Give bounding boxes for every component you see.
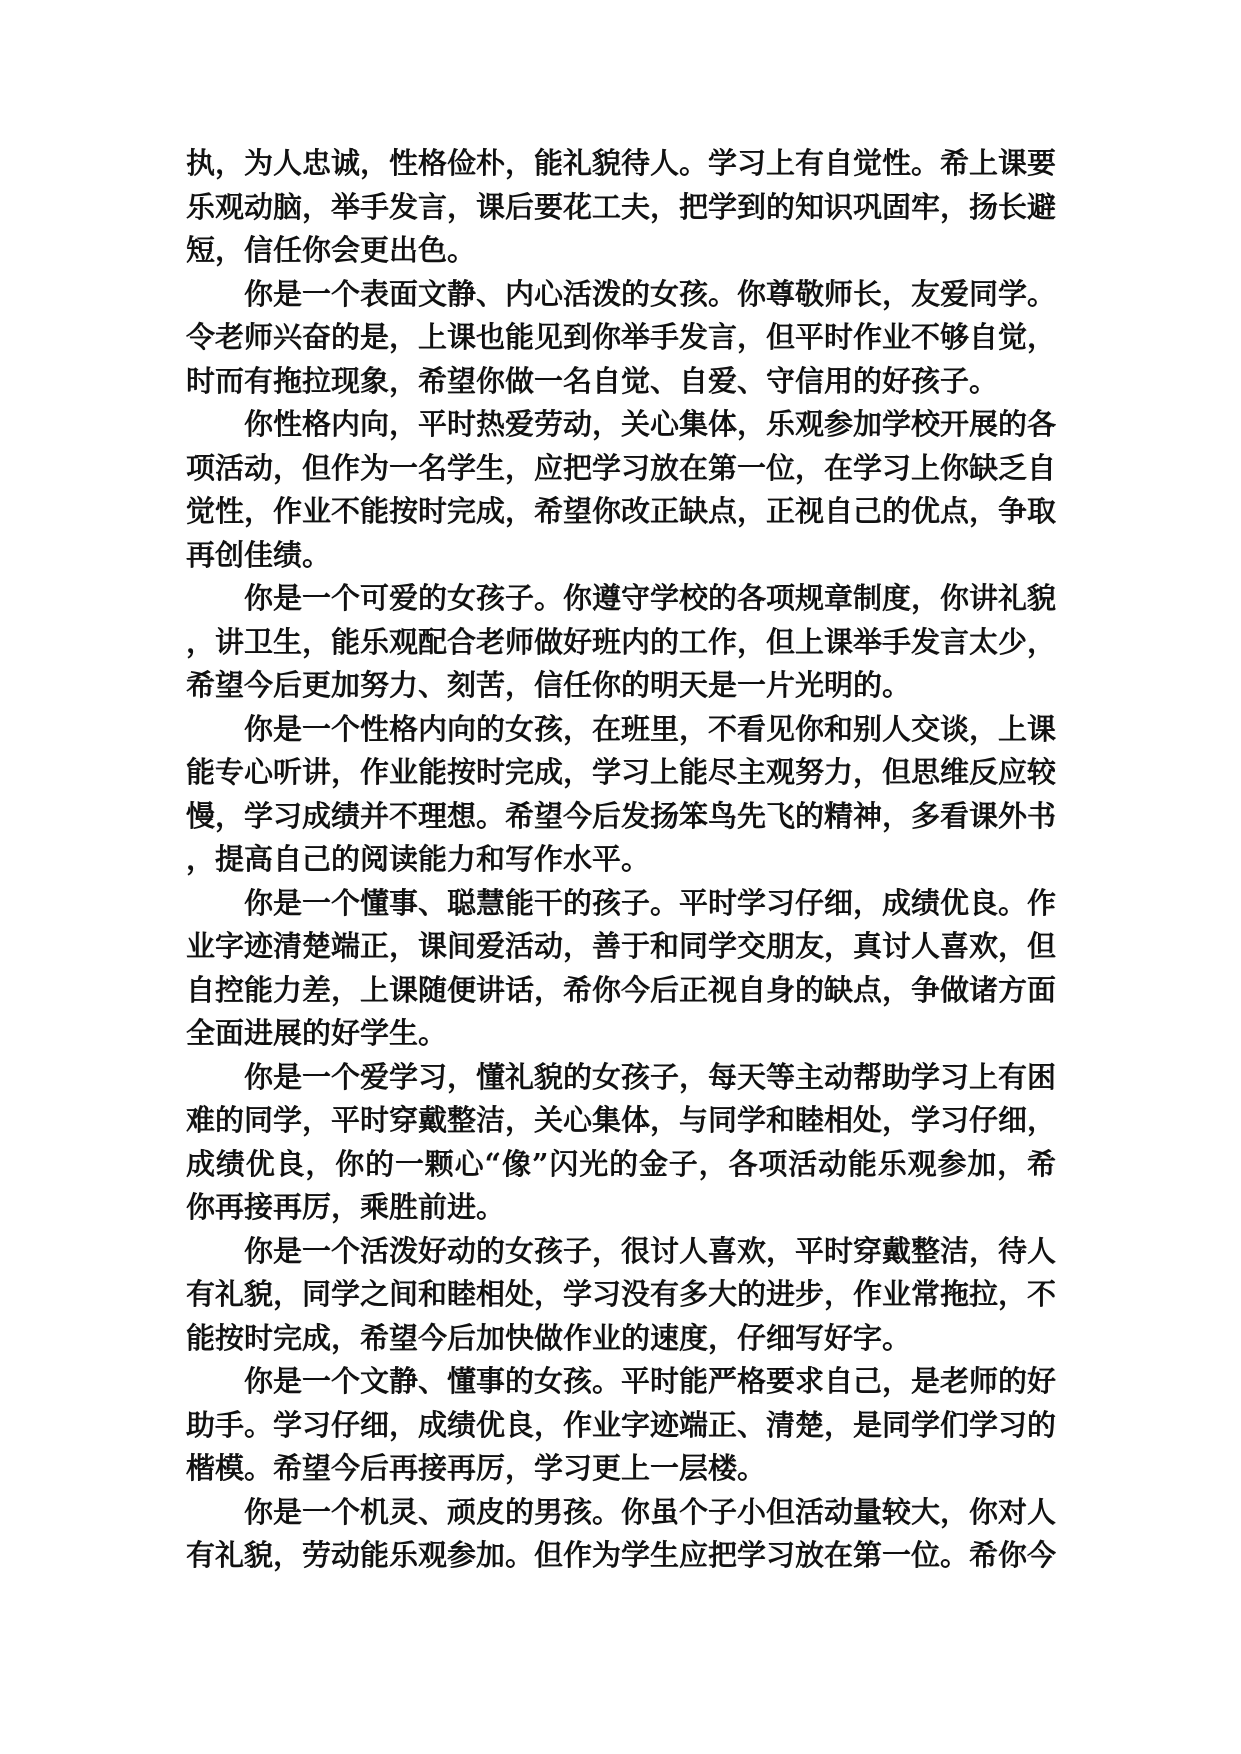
paragraph-10: 你是一个机灵、顽皮的男孩。你虽个子小但活动量较大，你对人有礼貌，劳动能乐观参加。但作为学生应把学习放在第一位。希你今 [186,1494,1057,1572]
paragraph-8: 你是一个活泼好动的女孩子，很讨人喜欢，平时穿戴整洁，待人有礼貌，同学之间和睦相处，学习没有多大的进步，作业常拖拉，不能按时完成，希望今后加快做作业的速度，仔细写好字。 [186,1233,1057,1355]
paragraph-9: 你是一个文静、懂事的女孩。平时能严格要求自己，是老师的好助手。学习仔细，成绩优良，作业字迹端正、清楚，是同学们学习的楷模。希望今后再接再厉，学习更上一层楼。 [186,1364,1057,1485]
paragraph-5: 你是一个性格内向的女孩，在班里，不看见你和别人交谈，上课能专心听讲，作业能按时完成，学习上能尽主观努力，但思维反应较慢，学习成绩并不理想。希望今后发扬笨鸟先飞的精神，多看课外书，提高自己的阅读能力和写作水平。 [186,711,1057,876]
document-page [186,142,1056,1702]
paragraph-2: 你是一个表面文静、内心活泼的女孩。你尊敬师长，友爱同学。令老师兴奋的是，上课也能见到你举手发言，但平时作业不够自觉，时而有拖拉现象，希望你做一名自觉、自爱、守信用的好孩子。 [186,276,1057,398]
paragraph-6: 你是一个懂事、聪慧能干的孩子。平时学习仔细，成绩优良。作业字迹清楚端正，课间爱活动，善于和同学交朋友，真讨人喜欢，但自控能力差，上课随便讲话，希你今后正视自身的缺点，争做诸方面全面进展的好学生。 [186,885,1057,1050]
paragraph-4: 你是一个可爱的女孩子。你遵守学校的各项规章制度，你讲礼貌，讲卫生，能乐观配合老师做好班内的工作，但上课举手发言太少，希望今后更加努力、刻苦，信任你的明天是一片光明的。 [186,581,1057,702]
paragraph-1: 执，为人忠诚，性格俭朴，能礼貌待人。学习上有自觉性。希上课要乐观动脑，举手发言，课后要花工夫，把学到的知识巩固牢，扬长避短，信任你会更出色。 [186,146,1057,267]
paragraph-7: 你是一个爱学习，懂礼貌的女孩子，每天等主动帮助学习上有困难的同学，平时穿戴整洁，关心集体，与同学和睦相处，学习仔细，成绩优良，你的一颗心“像”闪光的金子，各项活动能乐观参加，希你再接再厉，乘胜前进。 [186,1059,1057,1224]
paragraph-3: 你性格内向，平时热爱劳动，关心集体，乐观参加学校开展的各项活动，但作为一名学生，应把学习放在第一位，在学习上你缺乏自觉性，作业不能按时完成，希望你改正缺点，正视自己的优点，争取再创佳绩。 [186,407,1057,572]
